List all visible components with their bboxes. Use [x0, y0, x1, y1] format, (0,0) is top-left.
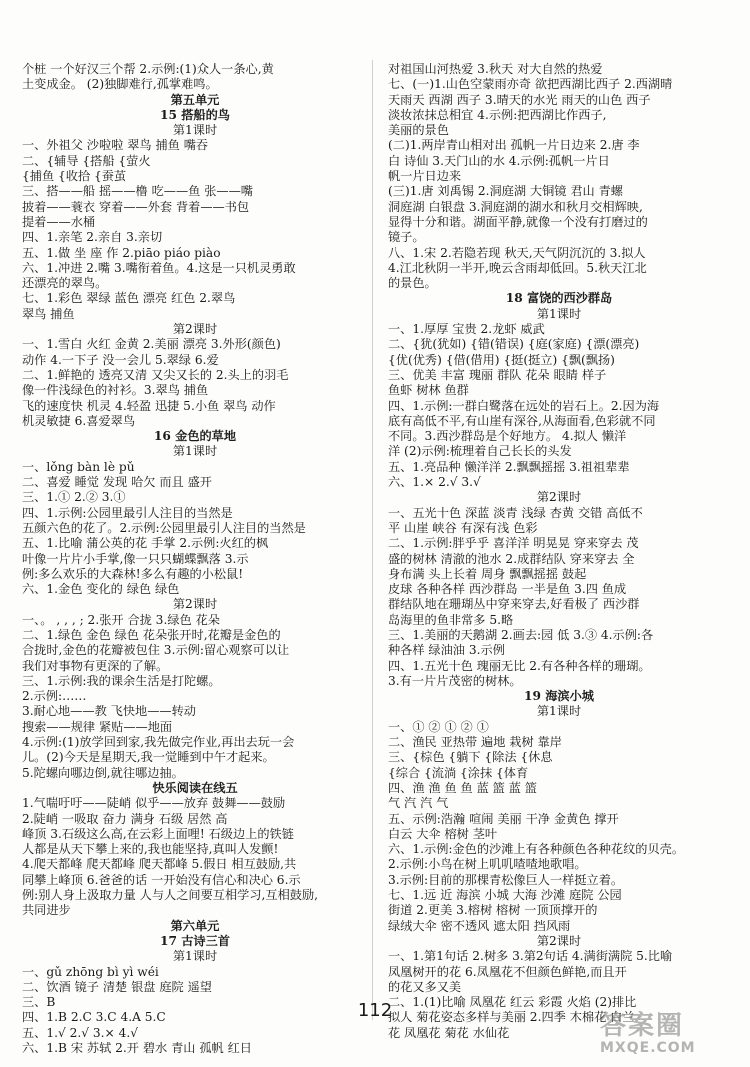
- answer-line: 一、gǔ zhōng bì yì wéi: [22, 964, 159, 979]
- answer-line: 四、1.五光十色 瑰丽无比 2.有各种各样的珊瑚。: [388, 658, 651, 673]
- answer-line: 平 山崖 峡谷 有深有浅 色彩: [388, 520, 538, 535]
- answer-line: 四、1.B 2.C 3.C 4.A 5.C: [22, 1010, 166, 1025]
- answer-line: 六、1.金色 变化的 绿色 绿色: [22, 582, 180, 597]
- answer-line: 天雨天 西湖 西子 3.晴天的水光 雨天的山色 西子: [388, 92, 651, 107]
- answer-line: 六、1.冲进 2.嘴 3.嘴衔着鱼。4.这是一只机灵勇敢: [22, 260, 296, 275]
- answer-line: 七、(一)1.山色空蒙雨亦奇 欲把西湖比西子 2.西湖晴: [388, 77, 673, 92]
- answer-line: 三、{棕色 {躺下 {除法 {休息: [388, 750, 553, 765]
- answer-line: 披着——蓑衣 穿着——外套 背着——书包: [22, 199, 250, 214]
- answer-line: 六、1.× 2.√ 3.√: [388, 475, 481, 490]
- answer-line: 一、五光十色 深蓝 淡青 浅绿 杏黄 交错 高低不: [388, 505, 643, 520]
- answer-line: 身布满 头上长着 周身 飘飘摇摇 鼓起: [388, 566, 587, 581]
- answer-line: 一、1.雪白 火红 金黄 2.美丽 漂亮 3.外形(颜色): [22, 337, 281, 352]
- answer-line: 种各样 绿油油 3.示例: [388, 643, 505, 658]
- answer-line: 六、1.示例:金色的沙滩上有各种颜色各种花纹的贝壳。: [388, 842, 685, 857]
- answer-line: 一、1.第1句话 2.树多 3.第2句话 4.满街满院 5.比喻: [388, 949, 673, 964]
- column-divider: [372, 60, 373, 1020]
- answer-line: 二、1.鲜艳的 透亮又清 又尖又长的 2.头上的羽毛: [22, 367, 289, 382]
- answer-line: 盛的树林 清澈的池水 2.成群结队 穿来穿去 全: [388, 551, 635, 566]
- left-column: [22, 62, 368, 1056]
- answer-line: 3.耐心地——教 飞快地——转动: [22, 704, 196, 719]
- answer-line: 二、渔民 亚热带 遍地 栽树 靠岸: [388, 735, 562, 750]
- answer-line: 三、1.美丽的天鹅湖 2.画去:园 低 3.③ 4.示例:各: [388, 627, 654, 642]
- answer-line: 淡妆浓抹总相宜 4.示例:把西湖比作西子,: [388, 107, 607, 122]
- section-heading: 18 富饶的西沙群岛: [505, 291, 613, 306]
- answer-line: 儿。(2)今天是星期天,我一觉睡到中午才起来。: [22, 750, 275, 765]
- answer-line: 群结队地在珊瑚丛中穿来穿去,好看极了 西沙群: [388, 597, 640, 612]
- section-heading: 第五单元: [170, 92, 220, 107]
- answer-line: 八、1.宋 2.若隐若现 秋天,天气阴沉沉的 3.拟人: [388, 245, 646, 260]
- answer-line: 2.陡峭 一吸取 奋力 满身 石级 居然 高: [22, 811, 228, 826]
- answer-line: 四、1.亲笔 2.亲自 3.亲切: [22, 230, 163, 245]
- answer-line: 五、示例:浩瀚 喧闹 美丽 干净 金黄色 撑开: [388, 811, 619, 826]
- answer-line: 五、1.比喻 蒲公英的花 手掌 2.示例:火红的枫: [22, 536, 269, 551]
- answer-line: 一、① ② ① ② ①: [388, 719, 489, 734]
- answer-line: (三)1.唐 刘禹锡 2.洞庭湖 大铜镜 君山 青螺: [388, 184, 623, 199]
- answer-line: 共同进步: [22, 903, 71, 918]
- lesson-label: 第1课时: [536, 704, 582, 719]
- answer-line: 三、1.示例:我的课余生活是打陀螺。: [22, 673, 221, 688]
- lesson-label: 第1课时: [172, 444, 218, 459]
- answer-line: 3.有一片片茂密的树林。: [388, 673, 522, 688]
- answer-line: 街道 2.更美 3.榕树 榕树 一顶顶撑开的: [388, 903, 598, 918]
- site-watermark: [600, 1012, 740, 1060]
- answer-line: 4.爬天都峰 爬天都峰 爬天都峰 5.假日 相互鼓励,共: [22, 857, 297, 872]
- answer-line: 七、1.彩色 翠绿 蓝色 漂亮 红色 2.翠鸟: [22, 291, 236, 306]
- lesson-label: 第1课时: [172, 949, 218, 964]
- answer-line: 提着——水桶: [22, 214, 96, 229]
- answer-line: 拟人 菊花姿态多样与美丽 2.四季 木棉花 白兰: [388, 1010, 635, 1025]
- answer-line: 五、1.√ 2.√ 3.× 4.√: [22, 1025, 139, 1040]
- answer-line: 花 凤凰花 菊花 水仙花: [388, 1025, 510, 1040]
- lesson-label: 第1课时: [172, 123, 218, 138]
- answer-line: 二、1.绿色 金色 绿色 花朵张开时,花瓣是金色的: [22, 627, 281, 642]
- answer-line: 底有高低不平,有山崖有深谷,从海面看,色彩就不同: [388, 413, 656, 428]
- answer-line: {捕鱼 {收拾 {蚕茧: [22, 169, 127, 184]
- section-heading: 17 古诗三首: [160, 933, 230, 948]
- section-heading: 19 海滨小城: [524, 689, 594, 704]
- answer-line: 对祖国山河热爱 3.秋天 对大自然的热爱: [388, 62, 603, 76]
- answer-line: 人都是从天下攀上来的,我也能坚持,真叫人发颤!: [22, 842, 279, 857]
- answer-line: 5.陀螺向哪边倒,就往哪边抽。: [22, 765, 184, 780]
- answer-line: 一、外祖父 沙啦啦 翠鸟 捕鱼 嘴吞: [22, 138, 209, 153]
- answer-line: 镜子。: [388, 230, 425, 245]
- answer-line: {综合 {流淌 {涂抹 {体育: [388, 765, 529, 780]
- answer-line: 一、lǒng bàn lè pǔ: [22, 459, 135, 474]
- section-heading: 15 搭船的鸟: [160, 107, 230, 122]
- answer-line: 4.示例:(1)放学回到家,我先做完作业,再出去玩一会: [22, 735, 295, 750]
- answer-line: 我们对事物有更深的了解。: [22, 658, 169, 673]
- answer-line: 同攀上峰顶 6.爸爸的话 一开始没有信心和决心 6.示: [22, 872, 301, 887]
- answer-line: 四、1.示例:公园里最引人注目的当然是: [22, 505, 233, 520]
- answer-line: 显得十分和谐。湖面平静,就像一个没有打磨过的: [388, 214, 648, 229]
- answer-line: 2.示例:小鸟在树上叽叽喳喳地歌唱。: [388, 857, 587, 872]
- lesson-label: 第1课时: [536, 306, 582, 321]
- answer-line: 例:多么欢乐的大森林!多么有趣的小松鼠!: [22, 566, 244, 581]
- watermark-line-2: MXQE.COM: [600, 1040, 696, 1056]
- answer-line: 4.江北秋阴一半开,晚云含雨却低回。5.秋天江北: [388, 260, 647, 275]
- answer-line: 个桩 一个好汉三个帮 2.示例:(1)众人一条心,黄: [22, 62, 274, 76]
- answer-line: 鱼虾 树林 鱼群: [388, 383, 469, 398]
- lesson-label: 第2课时: [536, 490, 582, 505]
- watermark-line-1: 答案圈: [600, 1011, 685, 1041]
- answer-line: 洋 (2)示例:梳理着自己长长的头发: [388, 444, 572, 459]
- section-heading: 16 金色的草地: [153, 429, 237, 444]
- answer-line: 洞庭湖 白银盘 3.洞庭湖的湖水和秋月交相辉映,: [388, 199, 643, 214]
- answer-line: {优(优秀) {借(借用) {挺(挺立) {飘(飘扬): [388, 352, 615, 367]
- lesson-label: 第2课时: [172, 597, 218, 612]
- section-heading: 第六单元: [170, 918, 220, 933]
- answer-line: 机灵敏捷 6.喜爱翠鸟: [22, 413, 136, 428]
- right-column: [388, 62, 730, 1041]
- answer-line: 二、1.(1)比喻 凤凰花 红云 彩霞 火焰 (2)排比: [388, 995, 637, 1010]
- lesson-label: 第2课时: [172, 322, 218, 337]
- answer-line: 像一件浅绿色的衬衫。3.翠鸟 捕鱼: [22, 383, 209, 398]
- answer-line: 飞的速度快 机灵 4.轻盈 迅捷 5.小鱼 翠鸟 动作: [22, 398, 276, 413]
- answer-line: 七、1.远 近 海滨 小城 大海 沙滩 庭院 公园: [388, 888, 622, 903]
- answer-line: 二、{犹(犹如) {错(错误) {庭(家庭) {漂(漂亮): [388, 337, 640, 352]
- answer-line: 2.示例:……: [22, 689, 87, 704]
- answer-line: 绿绒大伞 密不透风 遮太阳 挡风雨: [388, 918, 571, 933]
- answer-line: 叶像一片片小手掌,像一只只蝴蝶飘落 3.示: [22, 551, 249, 566]
- answer-line: 五、1.亮品种 懒洋洋 2.飘飘摇摇 3.祖祖辈辈: [388, 459, 630, 474]
- lesson-label: 第2课时: [536, 933, 582, 948]
- answer-line: 凤凰树开的花 6.凤凰花不但颜色鲜艳,而且开: [388, 964, 627, 979]
- answer-line: 四、1.示例:一群白鹭落在远处的岩石上。2.因为海: [388, 398, 660, 413]
- answer-line: 美丽的景色: [388, 123, 449, 138]
- answer-line: 白 诗仙 3.天门山的水 4.示例:孤帆一片日: [388, 153, 610, 168]
- answer-line: 二、{辅导 {搭船 {萤火: [22, 153, 151, 168]
- answer-line: 1.气喘吁吁——陡峭 似乎——放弃 鼓舞——鼓励: [22, 796, 286, 811]
- answer-line: 一、。 , , , ; 2.张开 合拢 3.绿色 花朵: [22, 612, 220, 627]
- answer-line: 翠鸟 捕鱼: [22, 306, 75, 321]
- answer-line: 不同。3.西沙群岛是个好地方。 4.拟人 懒洋: [388, 429, 627, 444]
- answer-line: 三、搭——船 摇——橹 吃——鱼 张——嘴: [22, 184, 253, 199]
- answer-line: 峰顶 3.石级这么高,在云彩上面哩! 石级边上的铁链: [22, 826, 294, 841]
- answer-line: 三、优美 丰富 瑰丽 群队 花朵 眼睛 样子: [388, 367, 607, 382]
- answer-line: 动作 4.一下子 没一会儿 5.翠绿 6.爱: [22, 352, 219, 367]
- answer-line: 帆一片日边来: [388, 169, 462, 184]
- answer-line: 土变成金。 (2)独脚难行,孤掌难鸣。: [22, 77, 218, 92]
- answer-line: 三、1.① 2.② 3.①: [22, 490, 126, 505]
- answer-line: 搜索——规律 紧贴——地面: [22, 719, 173, 734]
- answer-line: 的景色。: [388, 276, 437, 291]
- answer-line: 三、B: [22, 995, 56, 1010]
- answer-line: 一、1.厚厚 宝贵 2.龙虾 威武: [388, 322, 545, 337]
- section-heading: 快乐阅读在线五: [152, 780, 238, 795]
- answer-line: 二、喜爱 睡觉 发现 哈欠 而且 盛开: [22, 475, 212, 490]
- answer-line: 3.示例:目前的那棵青松像巨人一样挺立着。: [388, 872, 624, 887]
- answer-line: 二、1.示例:胖乎乎 喜洋洋 明晃晃 穿来穿去 茂: [388, 536, 639, 551]
- answer-line: (二)1.两岸青山相对出 孤帆一片日边来 2.唐 李: [388, 138, 640, 153]
- answer-line: 五、1.做 坐 座 作 2.piāo piáo piào: [22, 245, 221, 260]
- answer-line: 六、1.B 宋 苏轼 2.开 碧水 青山 孤帆 红日: [22, 1041, 252, 1055]
- answer-line: 五颜六色的花了。2.示例:公园里最引人注目的当然是: [22, 520, 306, 535]
- answer-line: 的花又多又美: [388, 979, 462, 994]
- answer-line: 皮球 各种各样 西沙群岛 一半是鱼 3.四 鱼成: [388, 582, 627, 597]
- page-number: 112: [357, 1000, 393, 1021]
- answer-line: 岛海里的鱼非常多 5.略: [388, 612, 514, 627]
- answer-line: 四、渔 渔 鱼 鱼 蓝 篮 蓝 篮: [388, 780, 537, 795]
- answer-line: 气 汽 汽 气: [388, 796, 449, 811]
- answer-line: 例:别人身上汲取力量 人与人之间要互相学习,互相鼓励,: [22, 888, 319, 903]
- answer-line: 白云 大伞 榕树 茎叶: [388, 826, 498, 841]
- answer-line: 二、饮酒 镜子 清楚 银盘 庭院 遥望: [22, 979, 212, 994]
- answer-line: 合拢时,金色的花瓣被包住 3.示例:留心观察可以让: [22, 643, 290, 658]
- answer-line: 还漂亮的翠鸟。: [22, 276, 108, 291]
